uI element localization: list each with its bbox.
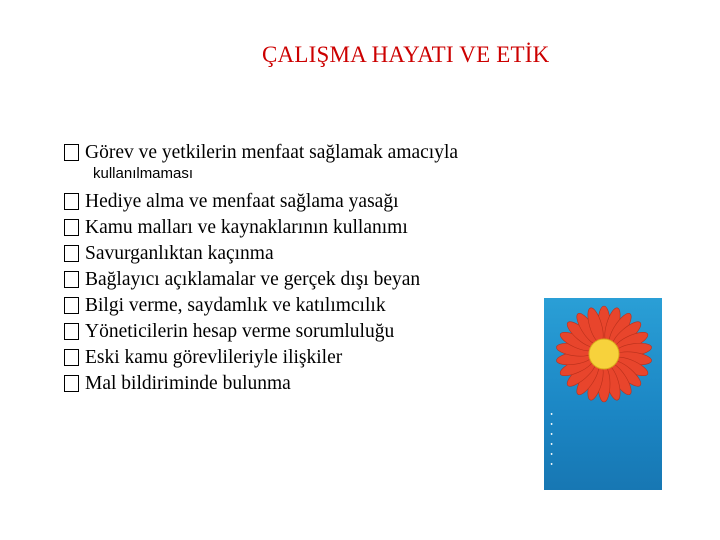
list-item-text: Eski kamu görevlileriyle ilişkiler (85, 347, 343, 368)
checkbox-bullet-icon (64, 245, 79, 262)
checkbox-bullet-icon (64, 193, 79, 210)
list-item-text: Bilgi verme, saydamlık ve katılımcılık (85, 295, 386, 316)
list-item-text: Savurganlıktan kaçınma (85, 243, 274, 264)
list-item (64, 189, 544, 215)
list-item-text: Yöneticilerin hesap verme sorumluluğu (85, 321, 395, 342)
checkbox-bullet-icon (64, 271, 79, 288)
list-item (64, 319, 544, 345)
bullet-list (64, 140, 544, 397)
list-item-text: Kamu malları ve kaynaklarının kullanımı (85, 217, 408, 238)
list-item-text: Hediye alma ve menfaat sağlama yasağı (85, 191, 399, 212)
list-item-continuation: kullanılmaması (93, 165, 194, 182)
checkbox-bullet-icon (64, 297, 79, 314)
checkbox-bullet-icon (64, 323, 79, 340)
checkbox-bullet-icon (64, 144, 79, 161)
checkbox-bullet-icon (64, 219, 79, 236)
list-item-text: Bağlayıcı açıklamalar ve gerçek dışı beyan (85, 269, 421, 290)
list-item (64, 215, 544, 241)
list-item (64, 371, 544, 397)
checkbox-bullet-icon (64, 375, 79, 392)
slide-title: ÇALIŞMA HAYATI VE ETİK (262, 42, 550, 67)
book-cover-bullets (550, 410, 658, 470)
book-cover-image (544, 298, 662, 490)
flower-icon (544, 298, 662, 418)
list-item (64, 267, 544, 293)
list-item-text: Görev ve yetkilerin menfaat sağlamak amacıyla (85, 142, 459, 163)
list-item (64, 293, 544, 319)
list-item (64, 241, 544, 267)
list-item (64, 345, 544, 371)
checkbox-bullet-icon (64, 349, 79, 366)
list-item (64, 140, 544, 166)
list-item-text: Mal bildiriminde bulunma (85, 373, 291, 394)
